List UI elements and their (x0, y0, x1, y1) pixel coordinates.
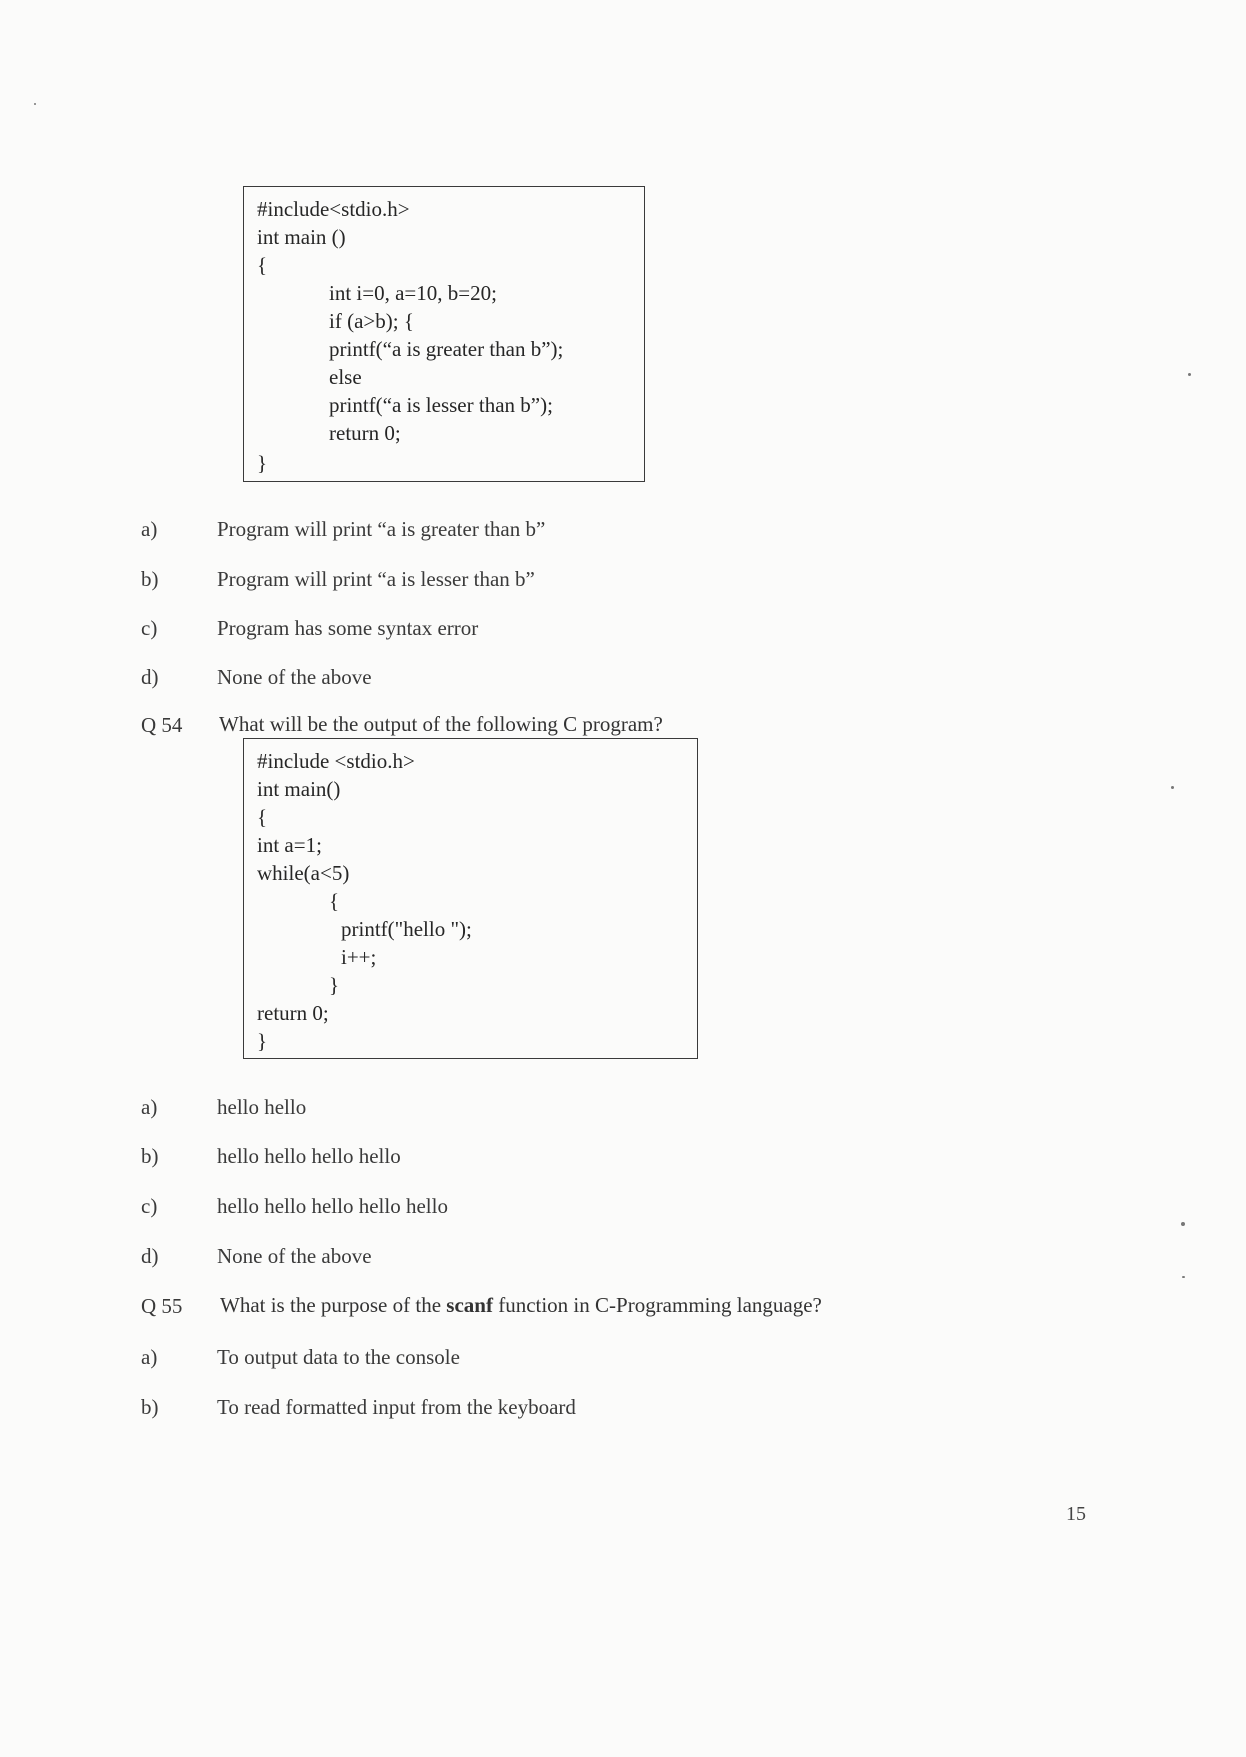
code-line: { (257, 253, 268, 277)
code-line: #include <stdio.h> (257, 749, 415, 773)
code-block-2 (243, 738, 698, 1059)
option-text: Program will print “a is greater than b” (217, 517, 546, 541)
page-number: 15 (1066, 1503, 1086, 1525)
question-keyword: scanf (446, 1293, 493, 1317)
option-text: hello hello hello hello hello (217, 1194, 448, 1218)
option-label: c) (141, 1194, 158, 1218)
option-label: b) (141, 567, 159, 591)
option-label: c) (141, 616, 158, 640)
code-block-1 (243, 186, 645, 482)
scan-speck (1171, 786, 1174, 789)
option-label: a) (141, 1345, 158, 1369)
code-line: else (329, 365, 362, 389)
code-line: { (329, 889, 340, 913)
code-line: int a=1; (257, 833, 322, 857)
option-text: Program will print “a is lesser than b” (217, 567, 535, 591)
code-line: { (257, 805, 268, 829)
question-text-part: function in C-Programming language? (492, 1293, 822, 1317)
scan-speck (34, 103, 36, 105)
question-number: Q 55 (141, 1294, 183, 1318)
option-text: None of the above (217, 1244, 372, 1268)
code-line: return 0; (329, 421, 401, 445)
code-line: printf("hello "); (341, 917, 472, 941)
scan-speck (1181, 1222, 1185, 1226)
option-text: hello hello (217, 1095, 307, 1119)
code-line: return 0; (257, 1001, 329, 1025)
option-label: a) (141, 517, 158, 541)
code-line: int i=0, a=10, b=20; (329, 281, 497, 305)
option-label: a) (141, 1095, 158, 1119)
option-text: To output data to the console (217, 1345, 460, 1369)
question-number: Q 54 (141, 713, 183, 737)
option-text: None of the above (217, 665, 372, 689)
code-line: } (329, 973, 340, 997)
code-line: int main() (257, 777, 341, 801)
option-text: hello hello hello hello (217, 1144, 401, 1168)
code-line: printf(“a is greater than b”); (329, 337, 564, 361)
code-line: printf(“a is lesser than b”); (329, 393, 553, 417)
option-label: d) (141, 665, 159, 689)
option-text: Program has some syntax error (217, 616, 479, 640)
option-label: b) (141, 1144, 159, 1168)
question-text (220, 1293, 822, 1318)
option-label: d) (141, 1244, 159, 1268)
code-line: i++; (341, 945, 377, 969)
code-line: int main () (257, 225, 346, 249)
code-line: while(a<5) (257, 861, 350, 885)
code-line: if (a>b); { (329, 309, 414, 333)
option-label: b) (141, 1395, 159, 1419)
code-line: #include<stdio.h> (257, 197, 410, 221)
scan-speck (1182, 1276, 1185, 1278)
question-text: What will be the output of the following C program? (219, 712, 663, 736)
question-text-part: What is the purpose of the (220, 1293, 447, 1317)
code-line: } (257, 1029, 268, 1053)
option-text: To read formatted input from the keyboard (217, 1395, 576, 1419)
scan-speck (1188, 373, 1191, 376)
code-line: } (257, 451, 268, 475)
